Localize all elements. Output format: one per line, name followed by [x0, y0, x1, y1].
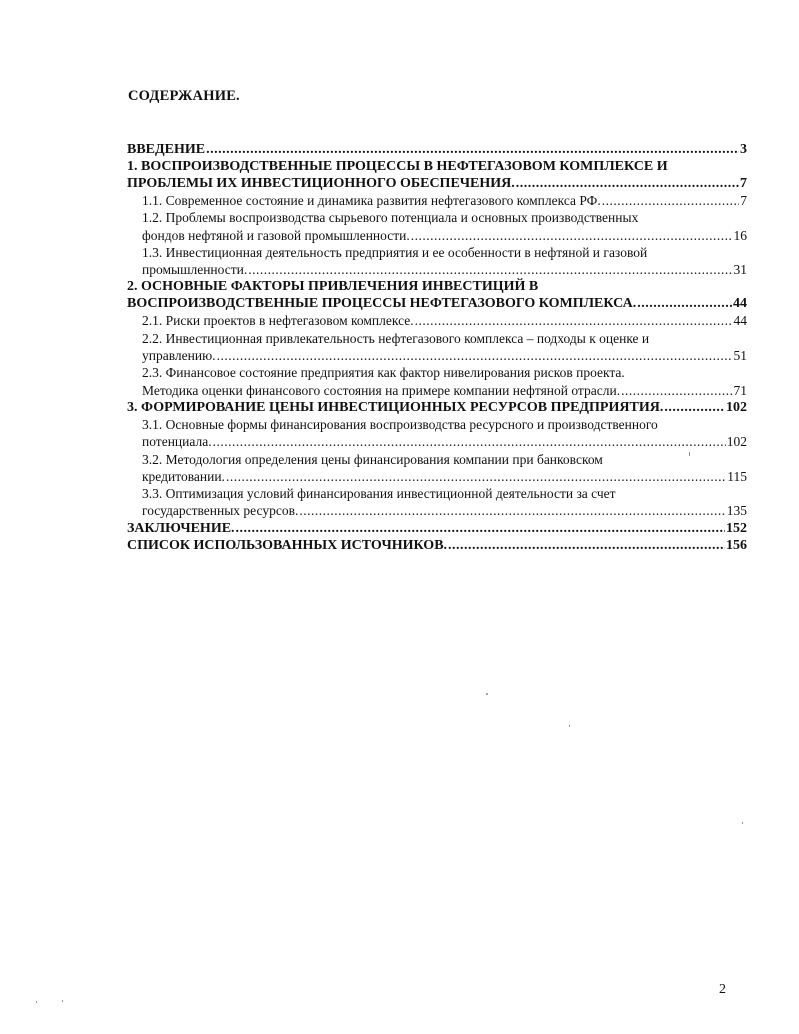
scan-speck: [689, 452, 690, 456]
toc-entry-leader-line: [142, 192, 747, 209]
toc-page-number: 135: [726, 503, 747, 519]
toc-section-entry: [127, 399, 747, 416]
toc-entry-leader-line: [142, 347, 747, 364]
dot-leader: [206, 141, 739, 158]
toc-subsection-entry: [127, 330, 747, 365]
toc-subsection-entry: [127, 192, 747, 209]
toc-entry-leader-line: [142, 468, 747, 485]
toc-entry-title-line: 3.1. Основные формы финансирования воспроизводства ресурсного и производственного: [142, 416, 658, 432]
toc-page-number: 115: [727, 468, 747, 484]
toc-entry-title: ПРОБЛЕМЫ ИХ ИНВЕСТИЦИОННОГО ОБЕСПЕЧЕНИЯ.: [127, 176, 515, 191]
toc-subsection-entry: [127, 451, 747, 486]
toc-section-entry: [127, 520, 747, 537]
toc-entry-title: ВВЕДЕНИЕ: [127, 142, 206, 157]
toc-entry-title-line: 1. ВОСПРОИЗВОДСТВЕННЫЕ ПРОЦЕССЫ В НЕФТЕГАЗОВОМ КОМПЛЕКСЕ И: [127, 159, 668, 174]
toc-entry-leader-line: [142, 382, 747, 399]
scan-speck: [569, 725, 570, 727]
dot-leader: [213, 433, 726, 450]
toc-entry-title: промышленности.: [142, 262, 248, 278]
dot-leader: [516, 175, 739, 192]
toc-entry-leader-line: [142, 502, 747, 519]
toc-page-number: 31: [733, 262, 747, 278]
toc-entry-title-line: 2.3. Финансовое состояние предприятия как фактор нивелирования рисков проекта.: [142, 365, 625, 381]
toc-page-number: 152: [726, 520, 747, 536]
toc-page-number: 7: [740, 176, 747, 191]
toc-page-number: 3: [740, 142, 747, 157]
toc-section-entry: [127, 158, 747, 192]
toc-entry-leader-line: [142, 312, 747, 329]
dot-leader: [448, 537, 725, 554]
scan-speck: [36, 1001, 37, 1003]
dot-leader: [226, 468, 726, 485]
dot-leader: [621, 382, 732, 399]
toc-entry-title-line: 2. ОСНОВНЫЕ ФАКТОРЫ ПРИВЛЕЧЕНИЯ ИНВЕСТИЦИЙ В: [127, 279, 539, 295]
dot-leader: [602, 192, 740, 209]
toc-entry-title-line: 1.2. Проблемы воспроизводства сырьевого потенциала и основных производственных: [142, 210, 639, 226]
scan-speck: [742, 822, 743, 824]
toc-page-number: 71: [733, 382, 747, 398]
toc-entry-title-line: 2.2. Инвестиционная привлекательность нефтегазового комплекса – подходы к оценке и: [142, 330, 650, 346]
toc-entry-title: управлению.: [142, 348, 216, 364]
table-of-contents: [127, 141, 747, 554]
toc-subsection-entry: [127, 364, 747, 399]
toc-page-number: 16: [733, 227, 747, 243]
toc-section-entry: [127, 537, 747, 554]
toc-entry-title: ВОСПРОИЗВОДСТВЕННЫЕ ПРОЦЕССЫ НЕФТЕГАЗОВОГО КОМПЛЕКСА.: [127, 296, 637, 312]
toc-entry-leader-line: [127, 175, 747, 192]
toc-entry-title: 3. ФОРМИРОВАНИЕ ЦЕНЫ ИНВЕСТИЦИОННЫХ РЕСУРСОВ ПРЕДПРИЯТИЯ.: [127, 399, 664, 415]
toc-entry-title: фондов нефтяной и газовой промышленности.: [142, 227, 410, 243]
toc-entry-leader-line: [127, 295, 747, 312]
toc-entry-leader-line: [127, 141, 747, 158]
toc-subsection-entry: [127, 485, 747, 520]
dot-leader: [299, 502, 725, 519]
dot-leader: [217, 347, 733, 364]
dot-leader: [411, 227, 733, 244]
toc-subsection-entry: [127, 312, 747, 329]
toc-entry-title-line: 1.3. Инвестиционная деятельность предприятия и ее особенности в нефтяной и газовой: [142, 244, 648, 260]
toc-heading: СОДЕРЖАНИЕ.: [128, 88, 240, 104]
toc-page-number: 156: [726, 537, 747, 553]
dot-leader: [664, 399, 725, 416]
toc-entry-title-line: 3.3. Оптимизация условий финансирования инвестиционной деятельности за счет: [142, 486, 616, 502]
toc-entry-title: 1.1. Современное состояние и динамика развития нефтегазового комплекса РФ.: [142, 193, 601, 208]
toc-entry-title: кредитовании.: [142, 468, 225, 484]
toc-page-number: 102: [726, 399, 747, 415]
toc-section-entry: [127, 278, 747, 312]
toc-entry-title: СПИСОК ИСПОЛЬЗОВАННЫХ ИСТОЧНИКОВ.: [127, 537, 448, 553]
toc-page-number: 102: [726, 434, 747, 450]
scan-speck: [62, 1000, 63, 1002]
toc-page-number: 44: [733, 313, 747, 329]
scan-speck: [486, 693, 488, 695]
toc-entry-title: потенциала.: [142, 434, 212, 450]
toc-section-entry: [127, 141, 747, 158]
dot-leader: [415, 312, 733, 329]
dot-leader: [637, 295, 732, 312]
toc-entry-title: 2.1. Риски проектов в нефтегазовом комплексе.: [142, 313, 414, 329]
toc-page-number: 7: [740, 193, 747, 208]
toc-entry-leader-line: [142, 227, 747, 244]
dot-leader: [236, 520, 725, 537]
toc-entry-title: Методика оценки финансового состояния на примере компании нефтяной отрасли.: [142, 382, 621, 398]
toc-entry-leader-line: [127, 399, 747, 416]
toc-entry-title: государственных ресурсов.: [142, 503, 299, 519]
toc-entry-title: ЗАКЛЮЧЕНИЕ.: [127, 520, 235, 536]
dot-leader: [248, 261, 732, 278]
toc-entry-leader-line: [142, 433, 747, 450]
toc-page-number: 44: [733, 296, 747, 312]
toc-subsection-entry: [127, 244, 747, 279]
toc-entry-leader-line: [127, 520, 747, 537]
toc-entry-title-line: 3.2. Методология определения цены финансирования компании при банковском: [142, 451, 603, 467]
toc-subsection-entry: [127, 209, 747, 244]
toc-subsection-entry: [127, 416, 747, 451]
page-number: 2: [719, 982, 726, 997]
toc-entry-leader-line: [142, 261, 747, 278]
toc-entry-leader-line: [127, 537, 747, 554]
toc-page-number: 51: [733, 348, 747, 364]
